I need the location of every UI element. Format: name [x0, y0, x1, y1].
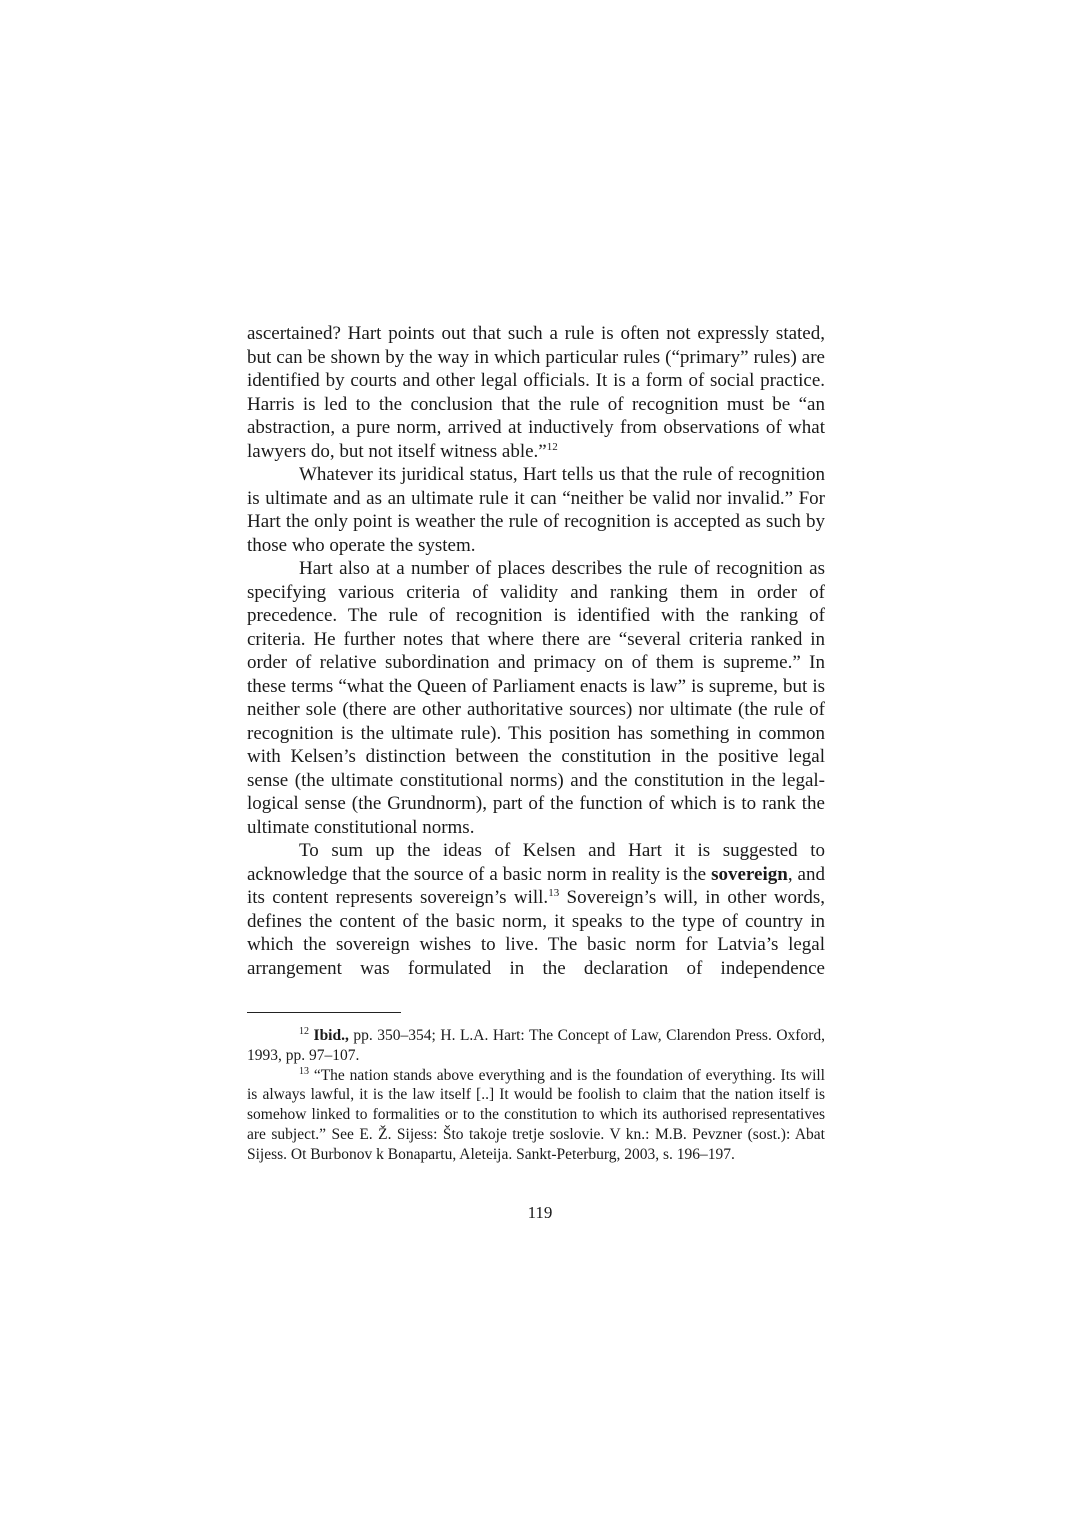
paragraph-3-text: Hart also at a number of places describes the rule of recognition as specifying various criteria of validity and ranking them in order of precedence. The rule of recognition is identified with the ranking of criteria. He further notes that where there are “several criteria ranked in order of relative subordination and primacy on of them is supreme.” In these terms “what the Queen of Parliament enacts is law” is supreme, but is neither sole (there are other authoritative sources) nor ultimate (the rule of recognition is the ultimate rule). This position has something in common with Kelsen’s distinction between the constitution in the positive legal sense (the ultimate constitutional norms) and the constitution in the legal-logical sense (the Grundnorm), part of the function of which is to rank the ultimate constitutional norms. — [247, 558, 825, 838]
paragraph-2-text: Whatever its juridical status, Hart tells us that the rule of recognition is ultimate and as an ultimate rule it can “neither be valid nor invalid.” For Hart the only point is weather the rule of recognition is accepted as such by those who operate the system. — [247, 464, 825, 556]
footnote-ref-13[interactable]: 13 — [548, 887, 560, 899]
paragraph-1 — [247, 322, 825, 463]
paragraph-3 — [247, 557, 825, 839]
footnote-ref-12[interactable]: 12 — [546, 440, 558, 453]
footnote-divider — [247, 1012, 401, 1013]
sovereign-emphasis: sovereign — [711, 863, 788, 885]
paragraph-4-text-start: To sum up the ideas of Kelsen and Hart it is suggested to acknowledge that the source of a basic norm in reality is the — [247, 840, 825, 885]
page-number: 119 — [527, 1203, 553, 1222]
paragraph-4-text-mid: , and its content represents sovereign’s will. — [247, 863, 825, 908]
footnotes — [247, 1026, 825, 1165]
paragraph-1-text: ascertained? Hart points out that such a rule is often not expressly stated, but can be shown by the way in which particular rules (“primary” rules) are identified by courts and other legal officials. It is a form of social practice. Harris is led to the conclusion that the rule of recognition must be “an abstraction, a pure norm, arrived at inductively from observations of what lawyers do, but not itself witness able.” — [247, 323, 825, 462]
main-text — [247, 322, 825, 980]
footnote-12-ibid: Ibid., — [313, 1027, 349, 1044]
footnote-12 — [247, 1026, 825, 1066]
footnote-12-number: 12 — [299, 1026, 309, 1037]
footnote-12-text: pp. 350–354; H. L.A. Hart: The Concept of Law, Clarendon Press. Oxford, 1993, pp. 97–107. — [247, 1027, 825, 1064]
footnote-13 — [247, 1066, 825, 1165]
footnote-13-number: 13 — [299, 1065, 309, 1077]
paragraph-4-text-end: Sovereign’s will, in other words, defines the content of the basic norm, it speaks to the type of country in which the sovereign wishes to live. The basic norm for Latvia’s legal arrangement was formulated in the declaration of independence — [247, 887, 826, 979]
footnote-13-text: “The nation stands above everything and is the foundation of everything. Its will is always lawful, it is the law itself [..] It would be foolish to claim that the nation itself is somehow linked to formalities or to the constitution to which its authorised representatives are subject.” See E. Ž. Sijess: Što takoje tretje soslovie. V kn.: M.B. Pevzner (sost.): Abat Sijess. Ot Burbonov k Bonapartu, Aleteija. Sankt-Peterburg, 2003, s. 196–197. — [247, 1066, 825, 1163]
paragraph-4 — [247, 839, 825, 980]
paragraph-2 — [247, 463, 825, 557]
